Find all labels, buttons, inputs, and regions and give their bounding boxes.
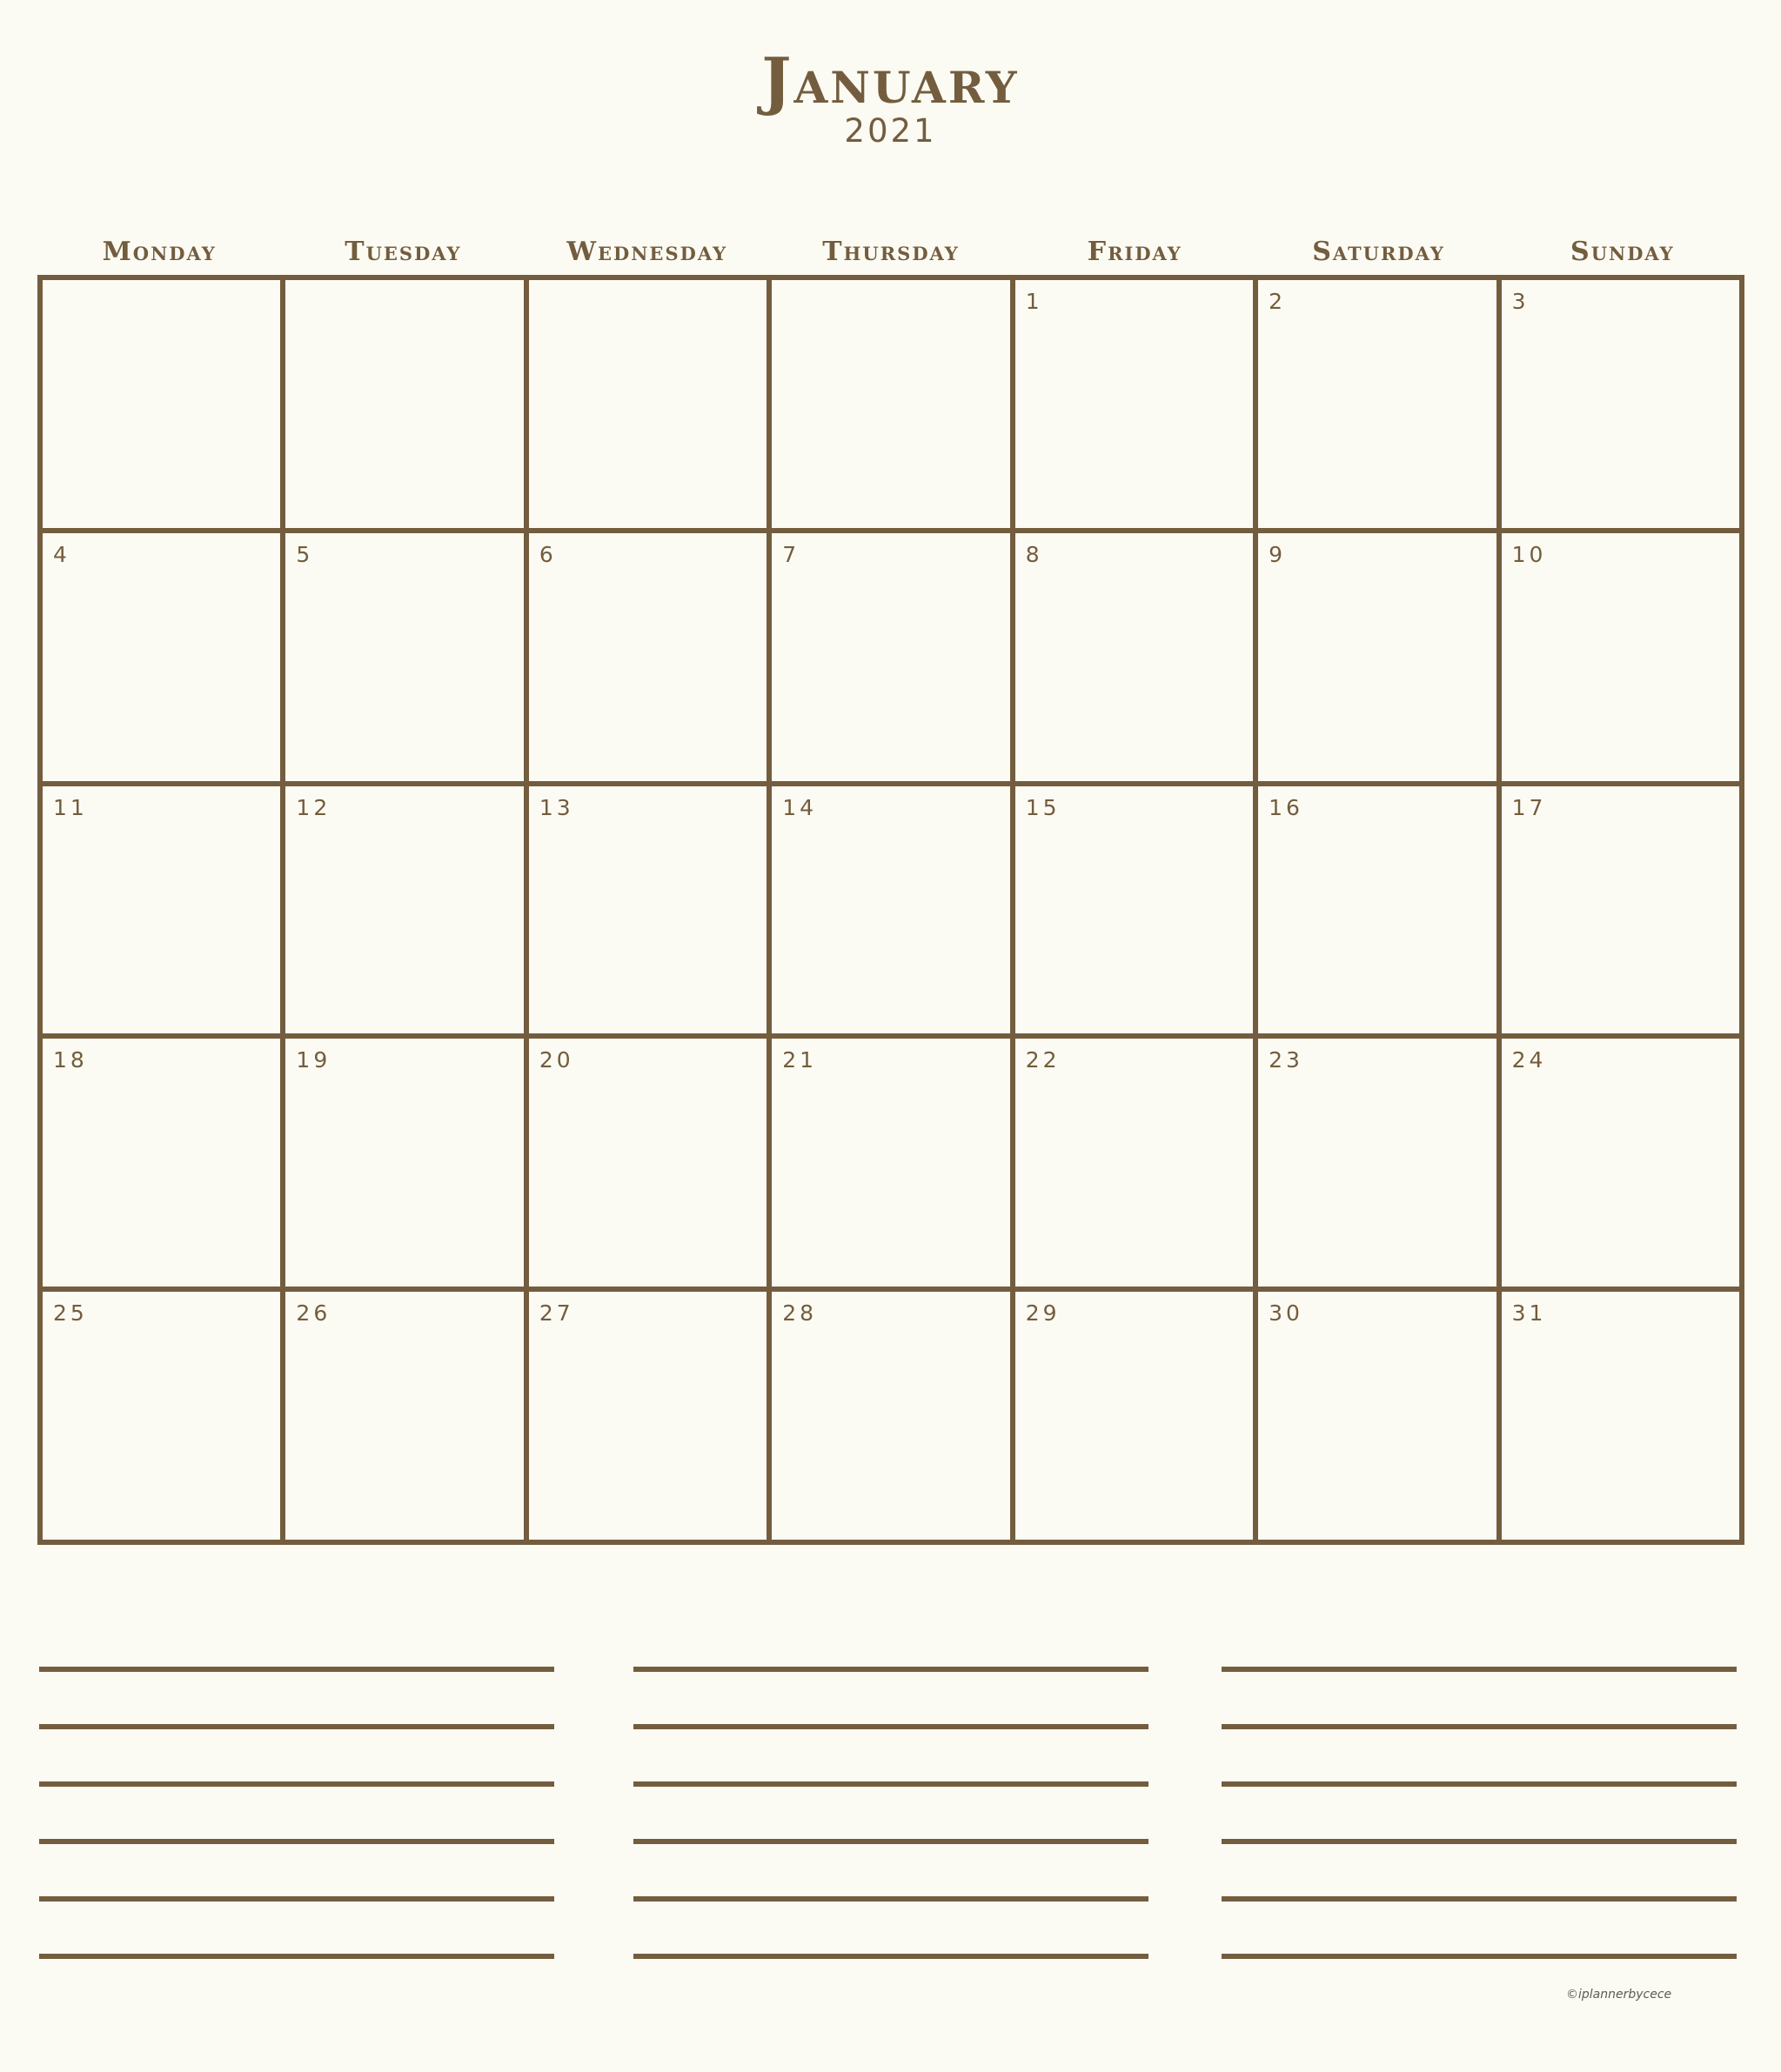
day-cell[interactable] <box>526 1289 769 1542</box>
day-cell[interactable] <box>40 277 283 531</box>
weekday-label-saturday: Saturday <box>1312 237 1445 267</box>
day-number: 5 <box>296 541 314 567</box>
day-cell[interactable] <box>1255 1036 1498 1289</box>
day-number: 9 <box>1269 541 1287 567</box>
day-cell[interactable] <box>769 1036 1012 1289</box>
weekday-label-tuesday: Tuesday <box>345 237 462 267</box>
day-cell[interactable] <box>283 1036 526 1289</box>
day-cell[interactable] <box>1255 784 1498 1037</box>
day-cell[interactable] <box>526 277 769 531</box>
day-cell[interactable] <box>526 784 769 1037</box>
day-number: 11 <box>53 794 88 820</box>
day-cell[interactable] <box>1499 277 1742 531</box>
day-cell[interactable] <box>283 531 526 784</box>
day-number: 19 <box>296 1047 331 1073</box>
calendar-grid <box>37 275 1744 1545</box>
day-cell[interactable] <box>526 531 769 784</box>
day-cell[interactable] <box>1013 1289 1255 1542</box>
day-cell[interactable] <box>40 1289 283 1542</box>
day-number: 2 <box>1269 289 1287 314</box>
note-line[interactable] <box>633 1781 1148 1787</box>
day-number: 29 <box>1025 1300 1061 1327</box>
day-cell[interactable] <box>1499 1036 1742 1289</box>
day-cell[interactable] <box>1499 531 1742 784</box>
day-number: 17 <box>1511 794 1547 820</box>
day-number: 26 <box>296 1300 331 1327</box>
day-cell[interactable] <box>1499 1289 1742 1542</box>
day-number: 27 <box>539 1300 574 1327</box>
note-line[interactable] <box>1222 1667 1737 1672</box>
notes-column-left <box>39 1667 554 2011</box>
day-number: 15 <box>1025 794 1061 820</box>
day-number: 24 <box>1511 1047 1547 1073</box>
day-cell[interactable] <box>769 531 1012 784</box>
day-number: 13 <box>539 794 574 820</box>
day-cell[interactable] <box>1013 1036 1255 1289</box>
day-number: 4 <box>53 541 70 567</box>
note-line[interactable] <box>39 1954 554 1959</box>
day-cell[interactable] <box>40 784 283 1037</box>
notes-column-middle <box>633 1667 1148 2011</box>
copyright-text: ©iplannerbycece <box>1566 1988 1672 2002</box>
note-line[interactable] <box>633 1839 1148 1844</box>
note-line[interactable] <box>1222 1839 1737 1844</box>
day-cell[interactable] <box>40 1036 283 1289</box>
page-title: January <box>761 43 1020 117</box>
note-line[interactable] <box>633 1896 1148 1902</box>
day-number: 10 <box>1511 541 1547 567</box>
day-cell[interactable] <box>283 277 526 531</box>
day-cell[interactable] <box>1013 531 1255 784</box>
note-line[interactable] <box>633 1954 1148 1959</box>
note-line[interactable] <box>1222 1954 1737 1959</box>
note-line[interactable] <box>1222 1724 1737 1729</box>
day-number: 12 <box>296 794 331 820</box>
note-line[interactable] <box>1222 1781 1737 1787</box>
note-line[interactable] <box>39 1667 554 1672</box>
day-cell[interactable] <box>1255 277 1498 531</box>
day-cell[interactable] <box>769 1289 1012 1542</box>
note-line[interactable] <box>633 1724 1148 1729</box>
day-number: 31 <box>1511 1300 1547 1327</box>
weekday-header-row <box>37 233 1744 271</box>
weekday-label-monday: Monday <box>102 237 217 267</box>
day-number: 25 <box>53 1300 88 1327</box>
note-line[interactable] <box>39 1724 554 1729</box>
weekday-label-sunday: Sunday <box>1570 237 1675 267</box>
day-number: 18 <box>53 1047 88 1073</box>
day-number: 3 <box>1511 289 1530 314</box>
notes-column-right <box>1222 1667 1737 2011</box>
day-cell[interactable] <box>1499 784 1742 1037</box>
day-cell[interactable] <box>283 784 526 1037</box>
day-cell[interactable] <box>1255 531 1498 784</box>
day-number: 28 <box>782 1300 818 1327</box>
day-number: 21 <box>782 1047 818 1073</box>
day-cell[interactable] <box>526 1036 769 1289</box>
note-line[interactable] <box>39 1896 554 1902</box>
page-year: 2021 <box>844 112 937 150</box>
day-cell[interactable] <box>1013 277 1255 531</box>
note-line[interactable] <box>633 1667 1148 1672</box>
day-number: 6 <box>539 541 557 567</box>
note-line[interactable] <box>39 1839 554 1844</box>
day-cell[interactable] <box>40 531 283 784</box>
day-number: 16 <box>1269 794 1303 820</box>
day-number: 1 <box>1025 289 1043 314</box>
day-number: 7 <box>782 541 800 567</box>
day-cell[interactable] <box>769 784 1012 1037</box>
day-cell[interactable] <box>1255 1289 1498 1542</box>
weekday-label-friday: Friday <box>1087 237 1182 267</box>
weekday-label-wednesday: Wednesday <box>566 237 728 267</box>
weekday-label-thursday: Thursday <box>822 237 960 267</box>
day-number: 30 <box>1269 1300 1303 1327</box>
day-cell[interactable] <box>1013 784 1255 1037</box>
note-line[interactable] <box>1222 1896 1737 1902</box>
day-number: 14 <box>782 794 818 820</box>
note-line[interactable] <box>39 1781 554 1787</box>
day-number: 8 <box>1025 541 1043 567</box>
day-number: 23 <box>1269 1047 1303 1073</box>
day-number: 22 <box>1025 1047 1061 1073</box>
day-cell[interactable] <box>283 1289 526 1542</box>
day-cell[interactable] <box>769 277 1012 531</box>
day-number: 20 <box>539 1047 574 1073</box>
